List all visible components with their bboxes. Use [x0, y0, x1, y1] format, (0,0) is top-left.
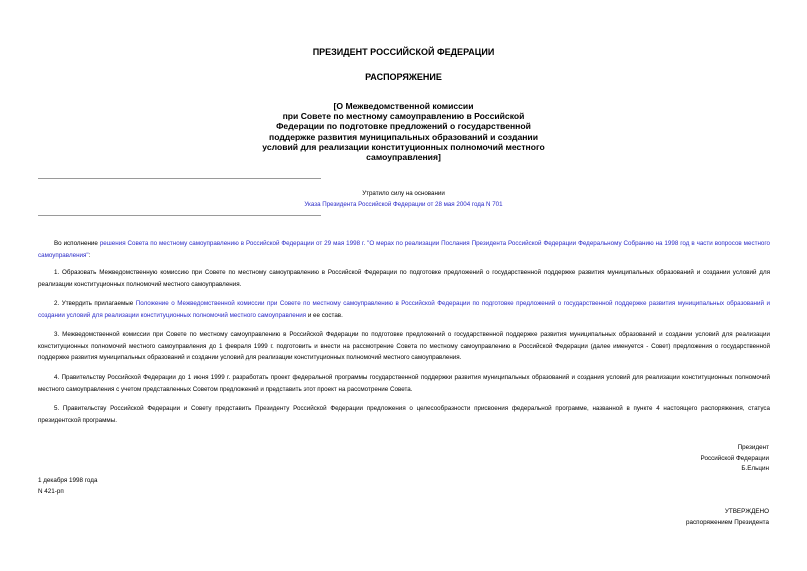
- date-block: [38, 476, 97, 497]
- intro-prefix: Во исполнение: [54, 240, 100, 247]
- council-decision-link[interactable]: решения Совета по местному самоуправлению в Российской Федерации от 29 мая 1998 г. "О мерах по реализации Послания Президента Российской Федерации Федеральному Собранию на 1998 год в части вопросов местного самоуправления": [38, 240, 770, 259]
- title-line: условий для реализации конституционных полномочий местного: [262, 141, 545, 152]
- paragraph-5: 5. Правительству Российской Федерации и Совету представить Президенту Российской Федерации предложения о целесообразности присвоения федеральной программе, названной в пункте 4 настоящего распоряжения, статуса президентской программы.: [38, 405, 770, 424]
- intro-suffix: :: [88, 251, 91, 259]
- title-line: при Совете по местному самоуправлению в Российской: [282, 111, 525, 122]
- paragraph-3: 3. Межведомственной комиссии при Совете по местному самоуправлению в Российской Федерации по подготовке предложений о государственной поддержке развития муниципальных образований и создании условий для реализации конституционных полномочий местного самоуправления до 1 февраля 1999 г. подготовить и внести на рассмотрение Совета по местному самоуправлению в Российской Федерации (далее именуется - Совет) предложения о государственной поддержке развития муниципальных образований и создании условий для реализации конституционных полномочий местного самоуправления.: [38, 331, 770, 361]
- title-line: поддержке развития муниципальных образований и создании: [269, 131, 538, 142]
- document-date: 1 декабря 1998 года: [38, 477, 98, 484]
- title-line: Федерации по подготовке предложений о государственной: [276, 121, 531, 132]
- p2-prefix: 2. Утвердить прилагаемые: [54, 300, 136, 307]
- title-line: [О Межведомственной комиссии: [333, 101, 474, 111]
- status-text: Утратило силу на основании: [362, 190, 445, 197]
- signature-title: Российской Федерации: [700, 454, 769, 462]
- issuer-heading: ПРЕЗИДЕНТ РОССИЙСКОЙ ФЕДЕРАЦИИ: [312, 47, 495, 57]
- title-line: самоуправления]: [366, 152, 441, 163]
- repeal-decree-link[interactable]: Указа Президента Российской Федерации от 28 мая 2004 года N 701: [304, 201, 503, 208]
- signature-block: [701, 443, 769, 475]
- document-number: N 421-рп: [38, 487, 64, 495]
- approved-by: распоряжением Президента: [686, 518, 769, 526]
- document-title: [0, 101, 807, 162]
- intro-paragraph: [38, 238, 770, 261]
- regulation-link[interactable]: Положение о Межведомственной комиссии при Совете по местному самоуправлению в Российской Федерации по подготовке предложений о государственной поддержке развития муниципальных образований и создании условий для реализации конституционных полномочий местного самоуправления: [38, 300, 770, 319]
- p2-suffix: и ее состав.: [306, 311, 343, 319]
- divider-top: [38, 178, 321, 179]
- approval-block: [686, 507, 769, 528]
- divider-bottom: [38, 215, 321, 216]
- paragraph-2: [38, 298, 770, 321]
- paragraph-1: 1. Образовать Межведомственную комиссию при Совете по местному самоуправлению в Российской Федерации по подготовке предложений о государственной поддержке развития муниципальных образований и создании условий для реализации конституционных полномочий местного самоуправления.: [38, 269, 770, 288]
- approved-label: УТВЕРЖДЕНО: [724, 508, 769, 515]
- signature-name: Б.Ельцин: [741, 465, 769, 472]
- paragraph-4: 4. Правительству Российской Федерации до 1 июня 1999 г. разработать проект федеральной программы государственной поддержки развития муниципальных образований и создания условий для реализации конституционных полномочий местного самоуправления с учетом представленных Советом предложений и представить этот проект на рассмотрение Совета.: [38, 374, 770, 393]
- document-type: РАСПОРЯЖЕНИЕ: [365, 72, 442, 82]
- signature-title: Президент: [737, 444, 769, 451]
